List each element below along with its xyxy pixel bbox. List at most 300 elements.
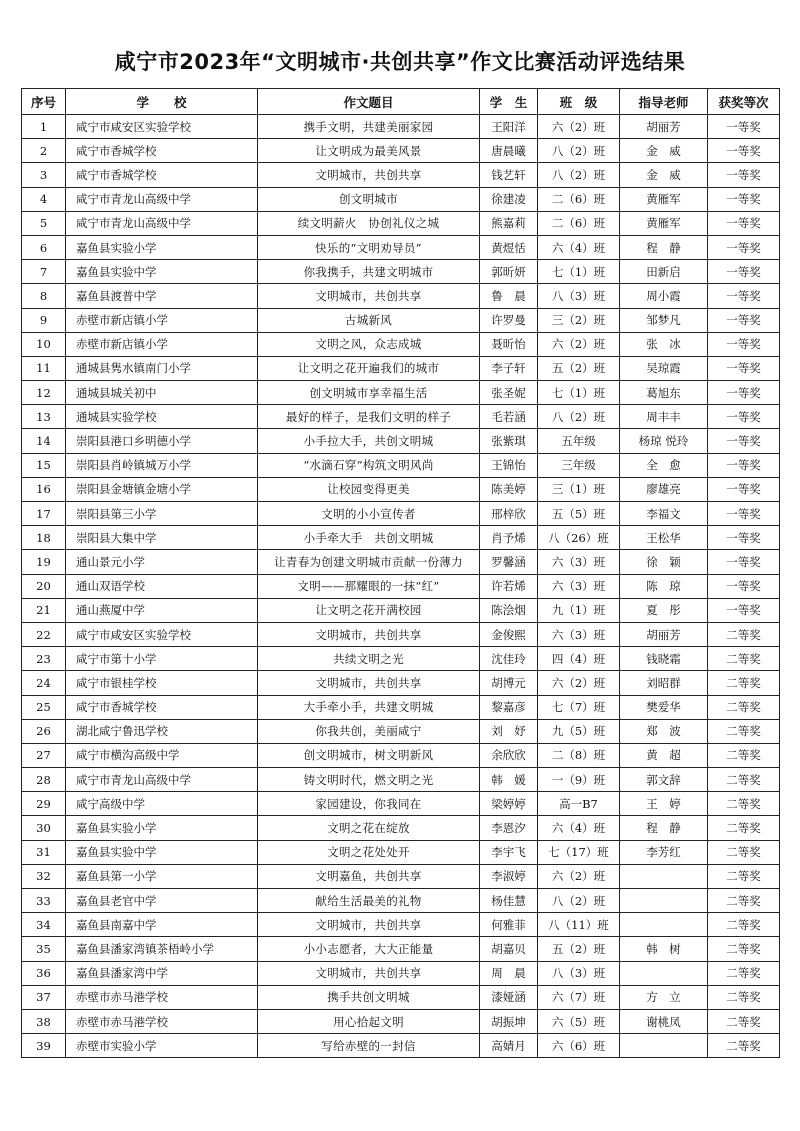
- teacher-name: 黄雁军: [620, 187, 708, 211]
- row-index: 24: [22, 671, 66, 695]
- award-level: 二等奖: [708, 864, 780, 888]
- student-name: 胡博元: [480, 671, 538, 695]
- class-name: 二（6）班: [538, 211, 620, 235]
- row-index: 30: [22, 816, 66, 840]
- class-name: 五年级: [538, 429, 620, 453]
- teacher-name: [620, 913, 708, 937]
- teacher-name: 张 冰: [620, 332, 708, 356]
- header-class: 班 级: [538, 89, 620, 115]
- award-level: 二等奖: [708, 792, 780, 816]
- table-row: [22, 647, 780, 671]
- class-name: 六（3）班: [538, 574, 620, 598]
- teacher-name: 全 愈: [620, 453, 708, 477]
- class-name: 六（3）班: [538, 622, 620, 646]
- teacher-name: 黄雁军: [620, 211, 708, 235]
- student-name: 周 晨: [480, 961, 538, 985]
- school-name: 通城县实验学校: [66, 405, 258, 429]
- class-name: 三（1）班: [538, 477, 620, 501]
- school-name: 赤壁市新店镇小学: [66, 332, 258, 356]
- award-level: 二等奖: [708, 768, 780, 792]
- student-name: 李宇飞: [480, 840, 538, 864]
- teacher-name: 樊爱华: [620, 695, 708, 719]
- class-name: 九（1）班: [538, 598, 620, 622]
- school-name: 通城县隽水镇南门小学: [66, 356, 258, 380]
- table-row: [22, 284, 780, 308]
- header-school: 学 校: [66, 89, 258, 115]
- row-index: 12: [22, 381, 66, 405]
- student-name: 黎嘉彦: [480, 695, 538, 719]
- row-index: 18: [22, 526, 66, 550]
- table-row: [22, 526, 780, 550]
- row-index: 22: [22, 622, 66, 646]
- teacher-name: 黄 超: [620, 743, 708, 767]
- teacher-name: 程 静: [620, 235, 708, 259]
- essay-title: 文明之花处处开: [258, 840, 480, 864]
- row-index: 9: [22, 308, 66, 332]
- school-name: 赤壁市实验小学: [66, 1034, 258, 1058]
- student-name: 沈佳玲: [480, 647, 538, 671]
- essay-title: 让文明成为最美风景: [258, 139, 480, 163]
- results-table: [21, 88, 780, 1058]
- row-index: 31: [22, 840, 66, 864]
- class-name: 八（2）班: [538, 889, 620, 913]
- student-name: 余欣欣: [480, 743, 538, 767]
- student-name: 陈浍烟: [480, 598, 538, 622]
- award-level: 一等奖: [708, 211, 780, 235]
- row-index: 5: [22, 211, 66, 235]
- teacher-name: 胡丽芳: [620, 115, 708, 139]
- teacher-name: [620, 889, 708, 913]
- teacher-name: 谢桃凤: [620, 1009, 708, 1033]
- table-row: [22, 211, 780, 235]
- class-name: 六（6）班: [538, 1034, 620, 1058]
- essay-title: 写给赤壁的一封信: [258, 1034, 480, 1058]
- teacher-name: 吴琼霞: [620, 356, 708, 380]
- class-name: 七（1）班: [538, 381, 620, 405]
- row-index: 38: [22, 1009, 66, 1033]
- award-level: 一等奖: [708, 405, 780, 429]
- row-index: 15: [22, 453, 66, 477]
- essay-title: 献给生活最美的礼物: [258, 889, 480, 913]
- student-name: 王锦怡: [480, 453, 538, 477]
- award-level: 二等奖: [708, 840, 780, 864]
- essay-title: 文明城市，共创共享: [258, 284, 480, 308]
- table-row: [22, 792, 780, 816]
- essay-title: 文明城市，共创共享: [258, 622, 480, 646]
- student-name: 杨佳慧: [480, 889, 538, 913]
- class-name: 四（4）班: [538, 647, 620, 671]
- school-name: 嘉鱼县第一小学: [66, 864, 258, 888]
- teacher-name: 李芳红: [620, 840, 708, 864]
- student-name: 金俊熙: [480, 622, 538, 646]
- student-name: 罗馨涵: [480, 550, 538, 574]
- table-body: [22, 115, 780, 1058]
- row-index: 33: [22, 889, 66, 913]
- essay-title: 快乐的“文明劝导员”: [258, 235, 480, 259]
- table-row: [22, 139, 780, 163]
- header-award: 获奖等次: [708, 89, 780, 115]
- school-name: 嘉鱼县渡普中学: [66, 284, 258, 308]
- table-row: [22, 260, 780, 284]
- essay-title: 用心拾起文明: [258, 1009, 480, 1033]
- school-name: 咸宁市青龙山高级中学: [66, 187, 258, 211]
- student-name: 聂昕怡: [480, 332, 538, 356]
- award-level: 二等奖: [708, 719, 780, 743]
- teacher-name: 田新启: [620, 260, 708, 284]
- award-level: 一等奖: [708, 332, 780, 356]
- header-essay-title: 作文题目: [258, 89, 480, 115]
- school-name: 湖北咸宁鲁迅学校: [66, 719, 258, 743]
- essay-title: 你我共创，美丽咸宁: [258, 719, 480, 743]
- essay-title: 文明之花在绽放: [258, 816, 480, 840]
- row-index: 26: [22, 719, 66, 743]
- class-name: 二（8）班: [538, 743, 620, 767]
- award-level: 二等奖: [708, 816, 780, 840]
- table-row: [22, 985, 780, 1009]
- class-name: 八（3）班: [538, 284, 620, 308]
- essay-title: 携手文明，共建美丽家园: [258, 115, 480, 139]
- school-name: 咸宁市香城学校: [66, 695, 258, 719]
- class-name: 八（26）班: [538, 526, 620, 550]
- essay-title: 创文明城市，树文明新风: [258, 743, 480, 767]
- student-name: 张紫琪: [480, 429, 538, 453]
- essay-title: 让校园变得更美: [258, 477, 480, 501]
- essay-title: 共续文明之光: [258, 647, 480, 671]
- teacher-name: 钱晓霜: [620, 647, 708, 671]
- school-name: 嘉鱼县实验中学: [66, 840, 258, 864]
- student-name: 胡振坤: [480, 1009, 538, 1033]
- school-name: 咸宁市咸安区实验学校: [66, 115, 258, 139]
- award-level: 二等奖: [708, 913, 780, 937]
- table-row: [22, 840, 780, 864]
- student-name: 何雅菲: [480, 913, 538, 937]
- school-name: 崇阳县大集中学: [66, 526, 258, 550]
- essay-title: 文明城市，共创共享: [258, 961, 480, 985]
- essay-title: 你我携手，共建文明城市: [258, 260, 480, 284]
- school-name: 嘉鱼县南嘉中学: [66, 913, 258, 937]
- table-row: [22, 381, 780, 405]
- school-name: 嘉鱼县实验中学: [66, 260, 258, 284]
- class-name: 六（5）班: [538, 1009, 620, 1033]
- table-row: [22, 622, 780, 646]
- essay-title: 让青春为创建文明城市贡献一份薄力: [258, 550, 480, 574]
- essay-title: 让文明之花开遍我们的城市: [258, 356, 480, 380]
- school-name: 咸宁市香城学校: [66, 163, 258, 187]
- class-name: 六（2）班: [538, 864, 620, 888]
- class-name: 八（11）班: [538, 913, 620, 937]
- student-name: 刘 妤: [480, 719, 538, 743]
- student-name: 梁婷婷: [480, 792, 538, 816]
- class-name: 六（4）班: [538, 235, 620, 259]
- essay-title: 创文明城市享幸福生活: [258, 381, 480, 405]
- row-index: 23: [22, 647, 66, 671]
- row-index: 32: [22, 864, 66, 888]
- essay-title: 古城新风: [258, 308, 480, 332]
- award-level: 二等奖: [708, 671, 780, 695]
- student-name: 郭昕妍: [480, 260, 538, 284]
- essay-title: 文明——那耀眼的一抹“红”: [258, 574, 480, 598]
- class-name: 七（7）班: [538, 695, 620, 719]
- student-name: 许罗曼: [480, 308, 538, 332]
- school-name: 嘉鱼县老官中学: [66, 889, 258, 913]
- essay-title: 让文明之花开满校园: [258, 598, 480, 622]
- table-row: [22, 356, 780, 380]
- student-name: 高婧月: [480, 1034, 538, 1058]
- teacher-name: 李福文: [620, 502, 708, 526]
- row-index: 25: [22, 695, 66, 719]
- award-level: 一等奖: [708, 187, 780, 211]
- row-index: 28: [22, 768, 66, 792]
- row-index: 35: [22, 937, 66, 961]
- row-index: 2: [22, 139, 66, 163]
- student-name: 张圣妮: [480, 381, 538, 405]
- class-name: 六（7）班: [538, 985, 620, 1009]
- row-index: 39: [22, 1034, 66, 1058]
- essay-title: 小手牵大手 共创文明城: [258, 526, 480, 550]
- award-level: 一等奖: [708, 453, 780, 477]
- student-name: 李子轩: [480, 356, 538, 380]
- row-index: 20: [22, 574, 66, 598]
- teacher-name: 徐 颖: [620, 550, 708, 574]
- table-row: [22, 671, 780, 695]
- award-level: 一等奖: [708, 598, 780, 622]
- class-name: 六（2）班: [538, 332, 620, 356]
- row-index: 29: [22, 792, 66, 816]
- class-name: 三（2）班: [538, 308, 620, 332]
- student-name: 漆娅涵: [480, 985, 538, 1009]
- school-name: 咸宁市横沟高级中学: [66, 743, 258, 767]
- teacher-name: 夏 彤: [620, 598, 708, 622]
- row-index: 34: [22, 913, 66, 937]
- class-name: 八（2）班: [538, 139, 620, 163]
- student-name: 胡嘉贝: [480, 937, 538, 961]
- school-name: 崇阳县金塘镇金塘小学: [66, 477, 258, 501]
- row-index: 27: [22, 743, 66, 767]
- teacher-name: 王 婷: [620, 792, 708, 816]
- header-student: 学 生: [480, 89, 538, 115]
- row-index: 36: [22, 961, 66, 985]
- award-level: 一等奖: [708, 260, 780, 284]
- teacher-name: [620, 864, 708, 888]
- award-level: 一等奖: [708, 308, 780, 332]
- row-index: 10: [22, 332, 66, 356]
- award-level: 一等奖: [708, 526, 780, 550]
- teacher-name: [620, 1034, 708, 1058]
- teacher-name: 郭文辞: [620, 768, 708, 792]
- essay-title: 小小志愿者，大大正能量: [258, 937, 480, 961]
- student-name: 钱艺轩: [480, 163, 538, 187]
- table-row: [22, 816, 780, 840]
- essay-title: 文明城市，共创共享: [258, 913, 480, 937]
- table-row: [22, 429, 780, 453]
- table-row: [22, 477, 780, 501]
- student-name: 李恩汐: [480, 816, 538, 840]
- table-row: [22, 115, 780, 139]
- student-name: 李淑婷: [480, 864, 538, 888]
- school-name: 咸宁市青龙山高级中学: [66, 768, 258, 792]
- teacher-name: 葛旭东: [620, 381, 708, 405]
- row-index: 11: [22, 356, 66, 380]
- essay-title: “水滴石穿”构筑文明风尚: [258, 453, 480, 477]
- school-name: 通山景元小学: [66, 550, 258, 574]
- teacher-name: 杨琼 悦玲: [620, 429, 708, 453]
- row-index: 16: [22, 477, 66, 501]
- teacher-name: 刘昭群: [620, 671, 708, 695]
- teacher-name: 韩 树: [620, 937, 708, 961]
- table-row: [22, 502, 780, 526]
- class-name: 八（2）班: [538, 163, 620, 187]
- student-name: 鲁 晨: [480, 284, 538, 308]
- award-level: 一等奖: [708, 235, 780, 259]
- teacher-name: 郑 波: [620, 719, 708, 743]
- table-row: [22, 695, 780, 719]
- class-name: 二（6）班: [538, 187, 620, 211]
- award-level: 一等奖: [708, 429, 780, 453]
- table-row: [22, 163, 780, 187]
- page-title: 咸宁市2023年“文明城市·共创共享”作文比赛活动评选结果: [114, 50, 686, 74]
- school-name: 咸宁市咸安区实验学校: [66, 622, 258, 646]
- table-row: [22, 550, 780, 574]
- class-name: 七（17）班: [538, 840, 620, 864]
- award-level: 一等奖: [708, 356, 780, 380]
- essay-title: 最好的样子，是我们文明的样子: [258, 405, 480, 429]
- class-name: 高一B7: [538, 792, 620, 816]
- table-row: [22, 864, 780, 888]
- header-index: 序号: [22, 89, 66, 115]
- school-name: 嘉鱼县潘家湾中学: [66, 961, 258, 985]
- student-name: 陈美婷: [480, 477, 538, 501]
- award-level: 一等奖: [708, 574, 780, 598]
- row-index: 13: [22, 405, 66, 429]
- row-index: 6: [22, 235, 66, 259]
- award-level: 二等奖: [708, 622, 780, 646]
- essay-title: 文明城市，共创共享: [258, 163, 480, 187]
- school-name: 咸宁市银桂学校: [66, 671, 258, 695]
- table-row: [22, 405, 780, 429]
- essay-title: 续文明薪火 协创礼仪之城: [258, 211, 480, 235]
- table-row: [22, 1034, 780, 1058]
- table-row: [22, 187, 780, 211]
- student-name: 毛若涵: [480, 405, 538, 429]
- teacher-name: 方 立: [620, 985, 708, 1009]
- award-level: 二等奖: [708, 937, 780, 961]
- teacher-name: 程 静: [620, 816, 708, 840]
- award-level: 二等奖: [708, 1009, 780, 1033]
- award-level: 一等奖: [708, 550, 780, 574]
- school-name: 赤壁市赤马港学校: [66, 1009, 258, 1033]
- teacher-name: 金 威: [620, 163, 708, 187]
- table-row: [22, 308, 780, 332]
- award-level: 二等奖: [708, 985, 780, 1009]
- class-name: 六（2）班: [538, 671, 620, 695]
- teacher-name: 金 威: [620, 139, 708, 163]
- class-name: 三年级: [538, 453, 620, 477]
- class-name: 一（9）班: [538, 768, 620, 792]
- row-index: 37: [22, 985, 66, 1009]
- table-header-row: [22, 89, 780, 115]
- class-name: 七（1）班: [538, 260, 620, 284]
- class-name: 九（5）班: [538, 719, 620, 743]
- school-name: 通山燕厦中学: [66, 598, 258, 622]
- table-row: [22, 453, 780, 477]
- school-name: 嘉鱼县潘家湾镇茶梧岭小学: [66, 937, 258, 961]
- essay-title: 小手拉大手，共创文明城: [258, 429, 480, 453]
- award-level: 二等奖: [708, 961, 780, 985]
- award-level: 一等奖: [708, 477, 780, 501]
- essay-title: 携手共创文明城: [258, 985, 480, 1009]
- row-index: 7: [22, 260, 66, 284]
- award-level: 一等奖: [708, 502, 780, 526]
- table-row: [22, 598, 780, 622]
- school-name: 赤壁市新店镇小学: [66, 308, 258, 332]
- essay-title: 创文明城市: [258, 187, 480, 211]
- class-name: 八（3）班: [538, 961, 620, 985]
- header-teacher: 指导老师: [620, 89, 708, 115]
- essay-title: 大手牵小手，共建文明城: [258, 695, 480, 719]
- row-index: 14: [22, 429, 66, 453]
- award-level: 二等奖: [708, 889, 780, 913]
- student-name: 肖予烯: [480, 526, 538, 550]
- school-name: 咸宁市香城学校: [66, 139, 258, 163]
- teacher-name: 陈 琼: [620, 574, 708, 598]
- student-name: 熊嘉莉: [480, 211, 538, 235]
- teacher-name: 周丰丰: [620, 405, 708, 429]
- essay-title: 文明的小小宣传者: [258, 502, 480, 526]
- student-name: 唐晨曦: [480, 139, 538, 163]
- student-name: 邢梓欣: [480, 502, 538, 526]
- row-index: 19: [22, 550, 66, 574]
- school-name: 崇阳县第三小学: [66, 502, 258, 526]
- class-name: 八（2）班: [538, 405, 620, 429]
- school-name: 咸宁高级中学: [66, 792, 258, 816]
- student-name: 徐建凌: [480, 187, 538, 211]
- school-name: 咸宁市青龙山高级中学: [66, 211, 258, 235]
- award-level: 一等奖: [708, 139, 780, 163]
- school-name: 通城县城关初中: [66, 381, 258, 405]
- class-name: 五（2）班: [538, 937, 620, 961]
- teacher-name: [620, 961, 708, 985]
- essay-title: 文明嘉鱼，共创共享: [258, 864, 480, 888]
- school-name: 嘉鱼县实验小学: [66, 816, 258, 840]
- table-row: [22, 574, 780, 598]
- school-name: 通山双语学校: [66, 574, 258, 598]
- table-row: [22, 332, 780, 356]
- class-name: 五（5）班: [538, 502, 620, 526]
- essay-title: 文明城市，共创共享: [258, 671, 480, 695]
- essay-title: 家园建设，你我同在: [258, 792, 480, 816]
- teacher-name: 廖雄亮: [620, 477, 708, 501]
- award-level: 二等奖: [708, 743, 780, 767]
- row-index: 21: [22, 598, 66, 622]
- award-level: 二等奖: [708, 695, 780, 719]
- award-level: 一等奖: [708, 284, 780, 308]
- class-name: 六（3）班: [538, 550, 620, 574]
- table-row: [22, 889, 780, 913]
- award-level: 二等奖: [708, 647, 780, 671]
- school-name: 嘉鱼县实验小学: [66, 235, 258, 259]
- teacher-name: 胡丽芳: [620, 622, 708, 646]
- class-name: 六（4）班: [538, 816, 620, 840]
- essay-title: 铸文明时代，燃文明之光: [258, 768, 480, 792]
- student-name: 许若烯: [480, 574, 538, 598]
- award-level: 二等奖: [708, 1034, 780, 1058]
- class-name: 五（2）班: [538, 356, 620, 380]
- row-index: 3: [22, 163, 66, 187]
- award-level: 一等奖: [708, 381, 780, 405]
- table-row: [22, 913, 780, 937]
- teacher-name: 王松华: [620, 526, 708, 550]
- student-name: 韩 媛: [480, 768, 538, 792]
